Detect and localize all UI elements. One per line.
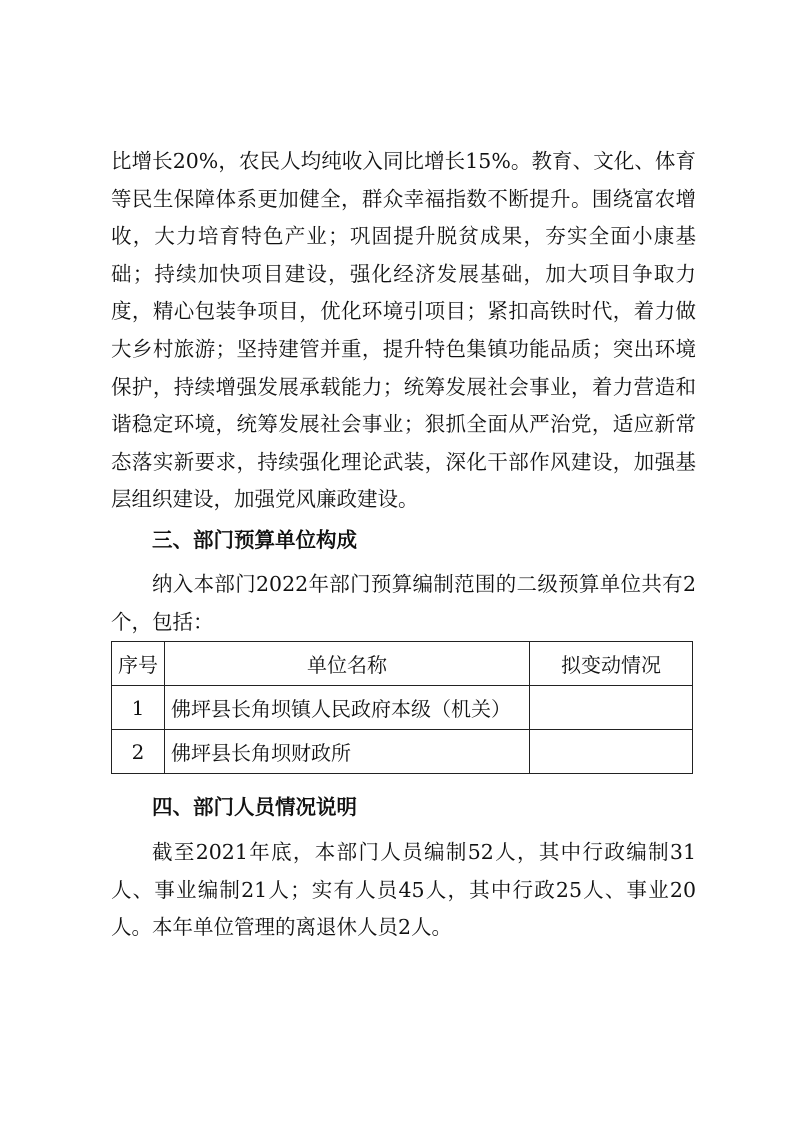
section4-paragraph: 截至2021年底，本部门人员编制52人，其中行政编制31人、事业编制21人；实有人员45人，其中行政25人、事业20人。本年单位管理的离退休人员2人。	[111, 840, 696, 940]
row-unit-name: 佛坪县长角坝镇人民政府本级（机关）	[165, 686, 530, 730]
section4-heading: 四、部门人员情况说明	[152, 795, 357, 819]
section3-paragraph: 纳入本部门2022年部门预算编制范围的二级预算单位共有2个，包括：	[111, 572, 696, 634]
row-unit-name: 佛坪县长角坝财政所	[165, 730, 530, 774]
budget-units-table	[111, 641, 693, 774]
header-unit-name: 单位名称	[165, 642, 530, 686]
row-number: 1	[112, 686, 165, 730]
row-change	[530, 686, 693, 730]
table-header-row	[112, 642, 693, 686]
intro-paragraph: 比增长20%，农民人均纯收入同比增长15%。教育、文化、体育等民生保障体系更加健全，群众幸福指数不断提升。围绕富农增收，大力培育特色产业；巩固提升脱贫成果，夯实全面小康基础；持续加快项目建设，强化经济发展基础，加大项目争取力度，精心包装争项目，优化环境引项目；紧扣高铁时代，着力做大乡村旅游；坚持建管并重，提升特色集镇功能品质；突出环境保护，持续增强发展承载能力；统筹发展社会事业，着力营造和谐稳定环境，统筹发展社会事业；狠抓全面从严治党，适应新常态落实新要求，持续强化理论武装，深化干部作风建设，加强基层组织建设，加强党风廉政建设。	[111, 149, 696, 512]
table-row	[112, 686, 693, 730]
header-number: 序号	[112, 642, 165, 686]
table-row	[112, 730, 693, 774]
header-change: 拟变动情况	[530, 642, 693, 686]
section3-heading: 三、部门预算单位构成	[152, 528, 357, 552]
row-change	[530, 730, 693, 774]
row-number: 2	[112, 730, 165, 774]
